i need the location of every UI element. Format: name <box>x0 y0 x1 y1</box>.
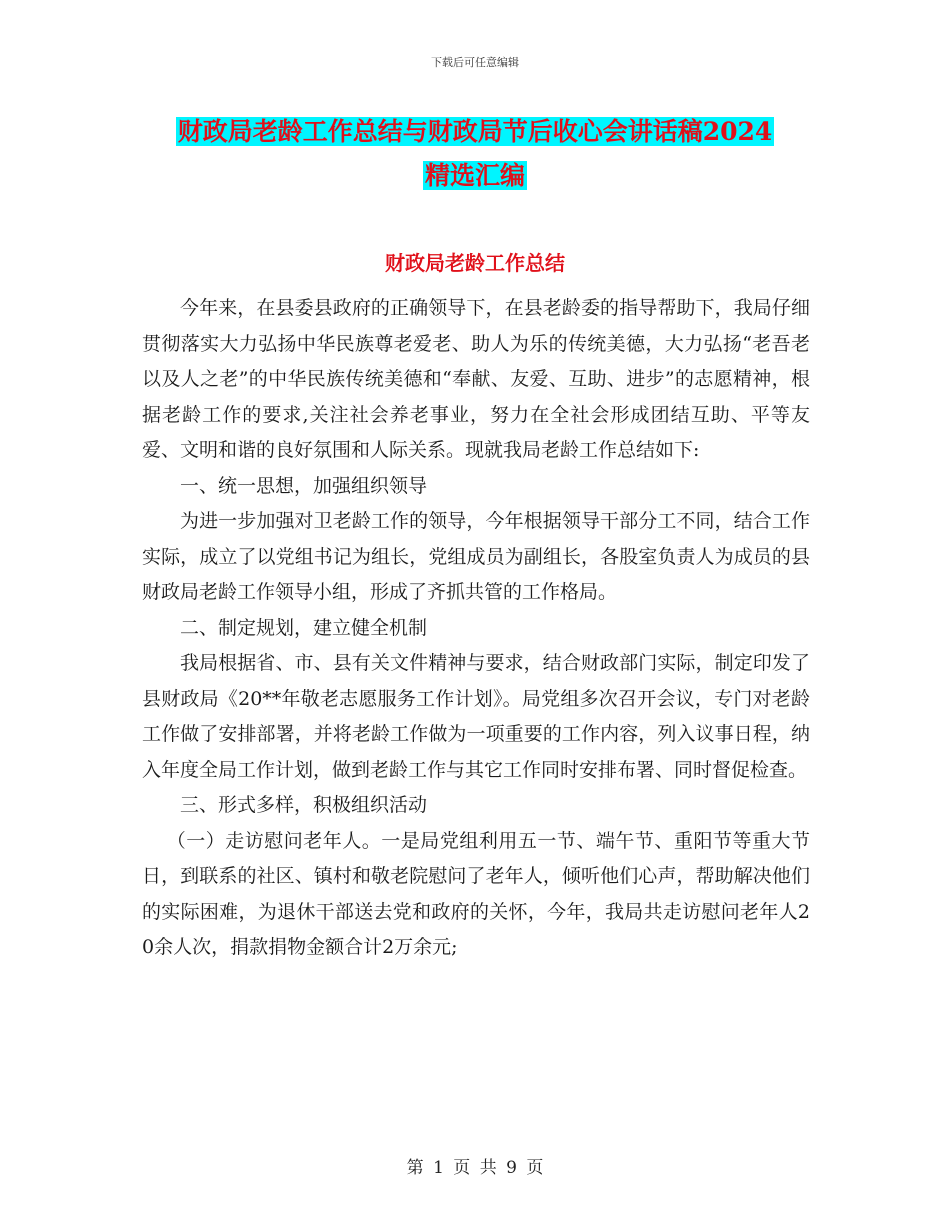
page-footer: 第 1 页 共 9 页 <box>406 1158 544 1178</box>
document-title <box>0 110 950 198</box>
document-title-line-2: 精选汇编 <box>424 161 525 190</box>
section-title: 财政局老龄工作总结 <box>385 251 565 275</box>
paragraph-section-1: 为进一步加强对卫老龄工作的领导，今年根据领导干部分工不同，结合工作实际，成立了以党组书记为组长，党组成员为副组长，各股室负责人为成员的县财政局老龄工作领导小组，形成了齐抓共管的工作格局。 <box>142 510 810 603</box>
heading-section-1: 一、统一思想，加强组织领导 <box>180 474 428 497</box>
paragraph-intro: 今年来，在县委县政府的正确领导下，在县老龄委的指导帮助下，我局仔细贯彻落实大力弘扬中华民族尊老爱老、助人为乐的传统美德，大力弘扬“老吾老以及人之老”的中华民族传统美德和“奉献、友爱、互助、进步”的志愿精神，根据老龄工作的要求,关注社会养老事业，努力在全社会形成团结互助、平等友爱、文明和谐的良好氛围和人际关系。现就我局老龄工作总结如下: <box>142 297 810 461</box>
heading-section-2: 二、制定规划，建立健全机制 <box>180 616 428 639</box>
document-title-line-1: 财政局老龄工作总结与财政局节后收心会讲话稿2024 <box>177 117 773 146</box>
heading-section-3: 三、形式多样，积极组织活动 <box>180 794 428 816</box>
document-body <box>142 291 810 966</box>
paragraph-section-2: 我局根据省、市、县有关文件精神与要求，结合财政部门实际，制定印发了县财政局《20**年敬老志愿服务工作计划》。局党组多次召开会议，专门对老龄工作做了安排部署，并将老龄工作做为一项重要的工作内容，列入议事日程，纳入年度全局工作计划，做到老龄工作与其它工作同时安排布署、同时督促检查。 <box>142 652 810 781</box>
paragraph-section-3-item-1: （一）走访慰问老年人。一是局党组利用五一节、端午节、重阳节等重大节日，到联系的社区、镇村和敬老院慰问了老年人，倾听他们心声，帮助解决他们的实际困难，为退休干部送去党和政府的关怀，今年，我局共走访慰问老年人20余人次，捐款捐物金额合计2万余元; <box>142 829 810 958</box>
page-header-note: 下载后可任意编辑 <box>431 56 519 69</box>
